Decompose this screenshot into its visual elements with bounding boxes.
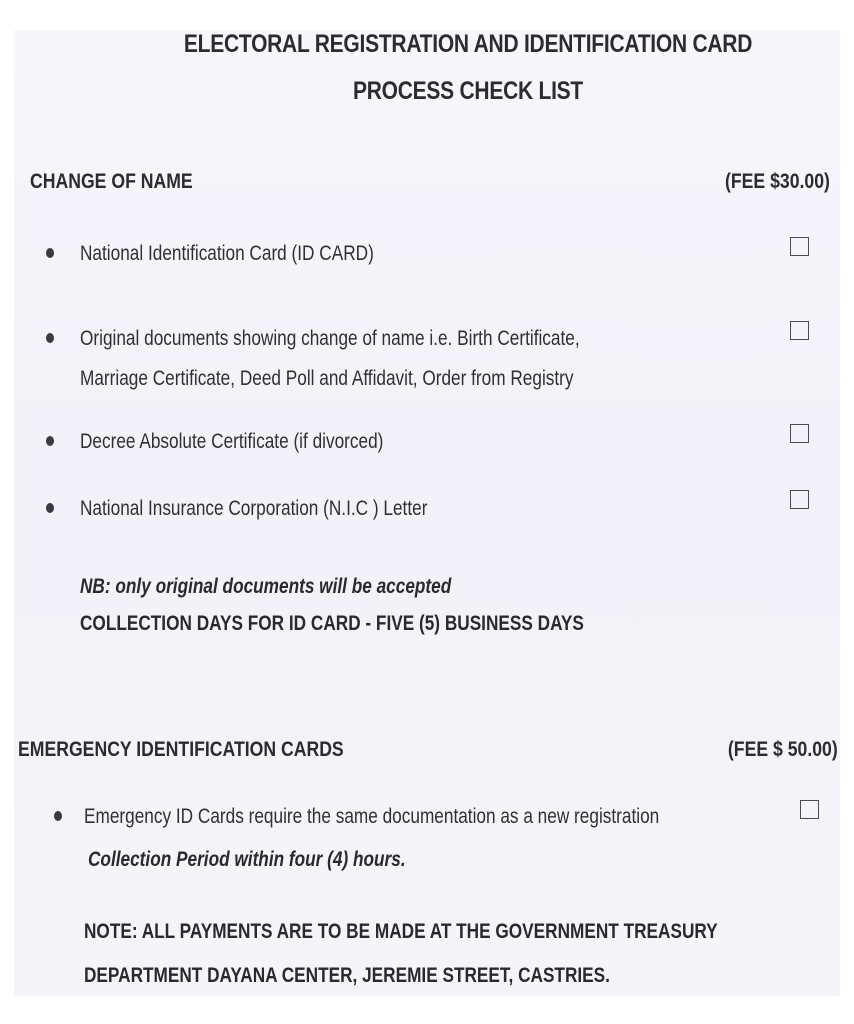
document-subtitle: PROCESS CHECK LIST <box>352 77 584 105</box>
checklist-item-original-documents-cont: Marriage Certificate, Deed Poll and Affidavit, Order from Registry <box>80 367 574 390</box>
document-title: ELECTORAL REGISTRATION AND IDENTIFICATION CARD <box>183 30 753 58</box>
payment-note-line1: NOTE: ALL PAYMENTS ARE TO BE MADE AT THE GOVERNMENT TREASURY <box>84 920 718 943</box>
nb-note: NB: only original documents will be accepted <box>80 575 452 598</box>
checkbox-nic-letter[interactable] <box>790 490 809 509</box>
collection-days: COLLECTION DAYS FOR ID CARD - FIVE (5) BUSINESS DAYS <box>80 612 584 635</box>
checkbox-original-documents[interactable] <box>790 321 809 340</box>
checklist-item-original-documents: Original documents showing change of name i.e. Birth Certificate, <box>80 327 580 350</box>
checklist-item-nic-letter: National Insurance Corporation (N.I.C ) Letter <box>80 497 428 520</box>
checkbox-decree-absolute[interactable] <box>790 424 809 443</box>
bullet-icon <box>54 811 62 821</box>
collection-period: Collection Period within four (4) hours. <box>88 848 406 871</box>
bullet-icon <box>46 248 54 258</box>
payment-note-line2: DEPARTMENT DAYANA CENTER, JEREMIE STREET, CASTRIES. <box>84 964 610 987</box>
fee-emergency: (FEE $ 50.00) <box>728 738 838 761</box>
section-heading-change-of-name: CHANGE OF NAME <box>30 170 193 193</box>
section-heading-emergency: EMERGENCY IDENTIFICATION CARDS <box>18 738 344 761</box>
bullet-icon <box>46 333 54 343</box>
bullet-icon <box>46 436 54 446</box>
checklist-item-decree-absolute: Decree Absolute Certificate (if divorced) <box>80 430 384 453</box>
checkbox-emergency-id[interactable] <box>800 800 819 819</box>
checkbox-id-card[interactable] <box>790 237 809 256</box>
checklist-item-emergency-id: Emergency ID Cards require the same documentation as a new registration <box>84 805 660 828</box>
checklist-item-id-card: National Identification Card (ID CARD) <box>80 242 374 265</box>
fee-change-of-name: (FEE $30.00) <box>725 170 830 193</box>
bullet-icon <box>46 503 54 513</box>
